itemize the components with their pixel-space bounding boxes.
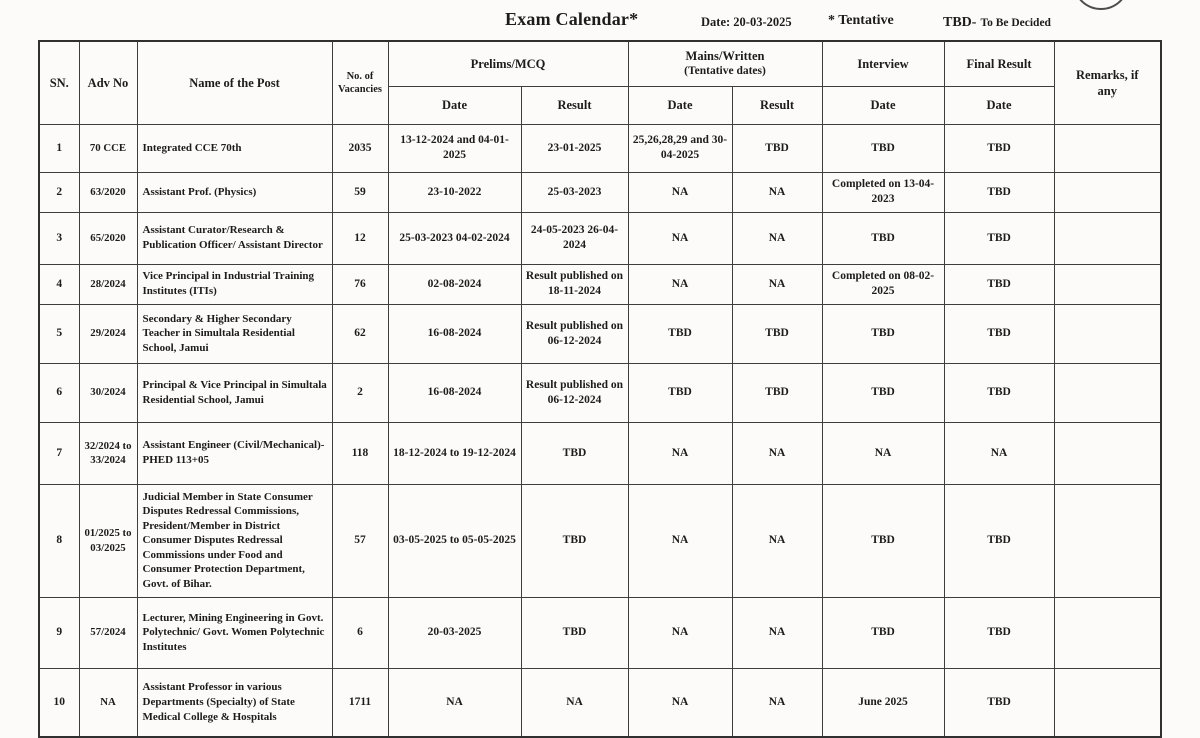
- cell-mains-date: NA: [628, 597, 732, 668]
- cell-prelims-date: 16-08-2024: [388, 304, 521, 363]
- cell-vacancies: 118: [332, 422, 388, 484]
- tbd-full: To Be Decided: [980, 17, 1051, 29]
- cell-prelims-date: 20-03-2025: [388, 597, 521, 668]
- cell-post-name: Assistant Engineer (Civil/Mechanical)-PHED 113+05: [137, 422, 332, 484]
- cell-sn: 10: [39, 668, 79, 737]
- cell-remarks: [1054, 212, 1161, 264]
- cell-prelims-date: 25-03-2023 04-02-2024: [388, 212, 521, 264]
- cell-vacancies: 12: [332, 212, 388, 264]
- header-final-result-date: Date: [944, 86, 1054, 124]
- cell-vacancies: 62: [332, 304, 388, 363]
- cell-prelims-result: 23-01-2025: [521, 124, 628, 172]
- cell-prelims-date: 03-05-2025 to 05-05-2025: [388, 484, 521, 597]
- cell-interview-date: TBD: [822, 597, 944, 668]
- partial-stamp-arc-icon: [1074, 0, 1128, 10]
- cell-post-name: Assistant Curator/Research & Publication Officer/ Assistant Director: [137, 212, 332, 264]
- cell-final-result-date: TBD: [944, 363, 1054, 422]
- cell-sn: 8: [39, 484, 79, 597]
- cell-post-name: Vice Principal in Industrial Training Institutes (ITIs): [137, 264, 332, 304]
- cell-mains-date: NA: [628, 212, 732, 264]
- cell-interview-date: TBD: [822, 484, 944, 597]
- cell-adv-no: 63/2020: [79, 172, 137, 212]
- cell-mains-result: NA: [732, 668, 822, 737]
- cell-prelims-result: NA: [521, 668, 628, 737]
- cell-vacancies: 1711: [332, 668, 388, 737]
- cell-prelims-date: NA: [388, 668, 521, 737]
- cell-mains-date: NA: [628, 264, 732, 304]
- cell-remarks: [1054, 422, 1161, 484]
- cell-sn: 1: [39, 124, 79, 172]
- cell-post-name: Secondary & Higher Secondary Teacher in Simultala Residential School, Jamui: [137, 304, 332, 363]
- table-row: [39, 597, 1161, 668]
- cell-vacancies: 6: [332, 597, 388, 668]
- cell-post-name: Lecturer, Mining Engineering in Govt. Polytechnic/ Govt. Women Polytechnic Institutes: [137, 597, 332, 668]
- cell-interview-date: Completed on 08-02-2025: [822, 264, 944, 304]
- tbd-legend: [943, 13, 1051, 31]
- cell-post-name: Integrated CCE 70th: [137, 124, 332, 172]
- cell-final-result-date: TBD: [944, 484, 1054, 597]
- header-prelims-date: Date: [388, 86, 521, 124]
- table-row: [39, 484, 1161, 597]
- table-row: [39, 264, 1161, 304]
- header-remarks: Remarks, if any: [1054, 41, 1161, 124]
- table-body: [39, 124, 1161, 737]
- document-date: Date: 20-03-2025: [701, 15, 792, 29]
- cell-remarks: [1054, 597, 1161, 668]
- cell-mains-result: TBD: [732, 124, 822, 172]
- table-row: [39, 124, 1161, 172]
- cell-final-result-date: TBD: [944, 124, 1054, 172]
- table-header: [39, 41, 1161, 124]
- header-final-result: Final Result: [944, 41, 1054, 86]
- cell-sn: 3: [39, 212, 79, 264]
- cell-mains-result: NA: [732, 264, 822, 304]
- cell-sn: 7: [39, 422, 79, 484]
- cell-post-name: Principal & Vice Principal in Simultala Residential School, Jamui: [137, 363, 332, 422]
- cell-vacancies: 59: [332, 172, 388, 212]
- cell-mains-date: TBD: [628, 363, 732, 422]
- cell-remarks: [1054, 124, 1161, 172]
- cell-final-result-date: TBD: [944, 212, 1054, 264]
- cell-mains-result: NA: [732, 484, 822, 597]
- cell-adv-no: 28/2024: [79, 264, 137, 304]
- header-sn: SN.: [39, 41, 79, 124]
- cell-vacancies: 2: [332, 363, 388, 422]
- header-interview-date: Date: [822, 86, 944, 124]
- cell-prelims-result: Result published on 18-11-2024: [521, 264, 628, 304]
- cell-remarks: [1054, 172, 1161, 212]
- cell-prelims-date: 16-08-2024: [388, 363, 521, 422]
- cell-interview-date: NA: [822, 422, 944, 484]
- cell-prelims-result: TBD: [521, 597, 628, 668]
- header-mains-line2: (Tentative dates): [684, 65, 766, 78]
- cell-final-result-date: TBD: [944, 304, 1054, 363]
- cell-prelims-result: 24-05-2023 26-04-2024: [521, 212, 628, 264]
- cell-mains-date: NA: [628, 422, 732, 484]
- header-interview: Interview: [822, 41, 944, 86]
- cell-vacancies: 57: [332, 484, 388, 597]
- cell-remarks: [1054, 363, 1161, 422]
- page-title: Exam Calendar*: [505, 9, 639, 29]
- table-row: [39, 422, 1161, 484]
- cell-mains-date: NA: [628, 668, 732, 737]
- table-row: [39, 363, 1161, 422]
- cell-sn: 4: [39, 264, 79, 304]
- header-mains: [628, 41, 822, 86]
- cell-mains-date: 25,26,28,29 and 30-04-2025: [628, 124, 732, 172]
- header-prelims: Prelims/MCQ: [388, 41, 628, 86]
- cell-mains-result: NA: [732, 172, 822, 212]
- cell-mains-result: TBD: [732, 304, 822, 363]
- cell-sn: 9: [39, 597, 79, 668]
- cell-remarks: [1054, 264, 1161, 304]
- tentative-note: * Tentative: [828, 13, 894, 28]
- cell-prelims-result: Result published on 06-12-2024: [521, 363, 628, 422]
- cell-adv-no: 32/2024 to 33/2024: [79, 422, 137, 484]
- cell-adv-no: 65/2020: [79, 212, 137, 264]
- table-row: [39, 668, 1161, 737]
- cell-sn: 5: [39, 304, 79, 363]
- cell-prelims-date: 23-10-2022: [388, 172, 521, 212]
- document-header: [0, 0, 1200, 40]
- header-mains-date: Date: [628, 86, 732, 124]
- cell-prelims-result: 25-03-2023: [521, 172, 628, 212]
- header-prelims-result: Result: [521, 86, 628, 124]
- cell-adv-no: 30/2024: [79, 363, 137, 422]
- cell-prelims-date: 18-12-2024 to 19-12-2024: [388, 422, 521, 484]
- cell-prelims-result: TBD: [521, 484, 628, 597]
- cell-interview-date: TBD: [822, 124, 944, 172]
- cell-adv-no: 57/2024: [79, 597, 137, 668]
- header-post-name: Name of the Post: [137, 41, 332, 124]
- header-group-row: [39, 41, 1161, 86]
- cell-mains-result: NA: [732, 422, 822, 484]
- cell-mains-result: TBD: [732, 363, 822, 422]
- cell-adv-no: 01/2025 to 03/2025: [79, 484, 137, 597]
- cell-post-name: Assistant Prof. (Physics): [137, 172, 332, 212]
- cell-interview-date: June 2025: [822, 668, 944, 737]
- cell-remarks: [1054, 484, 1161, 597]
- cell-mains-result: NA: [732, 597, 822, 668]
- cell-mains-result: NA: [732, 212, 822, 264]
- table-row: [39, 172, 1161, 212]
- cell-vacancies: 2035: [332, 124, 388, 172]
- header-mains-line1: Mains/Written: [685, 49, 765, 64]
- cell-remarks: [1054, 304, 1161, 363]
- table-row: [39, 212, 1161, 264]
- cell-final-result-date: TBD: [944, 597, 1054, 668]
- header-vacancies: No. of Vacancies: [332, 41, 388, 124]
- cell-post-name: Assistant Professor in various Departments (Specialty) of State Medical College & Hospitals: [137, 668, 332, 737]
- cell-adv-no: 70 CCE: [79, 124, 137, 172]
- table-row: [39, 304, 1161, 363]
- cell-mains-date: TBD: [628, 304, 732, 363]
- cell-vacancies: 76: [332, 264, 388, 304]
- header-adv-no: Adv No: [79, 41, 137, 124]
- exam-calendar-table: [38, 40, 1162, 738]
- cell-adv-no: NA: [79, 668, 137, 737]
- cell-prelims-result: Result published on 06-12-2024: [521, 304, 628, 363]
- cell-prelims-date: 02-08-2024: [388, 264, 521, 304]
- cell-remarks: [1054, 668, 1161, 737]
- cell-prelims-date: 13-12-2024 and 04-01-2025: [388, 124, 521, 172]
- cell-final-result-date: NA: [944, 422, 1054, 484]
- cell-post-name: Judicial Member in State Consumer Disputes Redressal Commissions, President/Member in District Consumer Disputes Redressal Commissions under Food and Consumer Protection Department, Govt. of Bihar.: [137, 484, 332, 597]
- cell-final-result-date: TBD: [944, 264, 1054, 304]
- cell-interview-date: TBD: [822, 212, 944, 264]
- tbd-abbr: TBD-: [943, 15, 977, 30]
- cell-sn: 6: [39, 363, 79, 422]
- cell-prelims-result: TBD: [521, 422, 628, 484]
- cell-final-result-date: TBD: [944, 668, 1054, 737]
- cell-interview-date: TBD: [822, 304, 944, 363]
- cell-mains-date: NA: [628, 172, 732, 212]
- header-mains-result: Result: [732, 86, 822, 124]
- cell-mains-date: NA: [628, 484, 732, 597]
- cell-adv-no: 29/2024: [79, 304, 137, 363]
- cell-final-result-date: TBD: [944, 172, 1054, 212]
- cell-sn: 2: [39, 172, 79, 212]
- cell-interview-date: TBD: [822, 363, 944, 422]
- cell-interview-date: Completed on 13-04-2023: [822, 172, 944, 212]
